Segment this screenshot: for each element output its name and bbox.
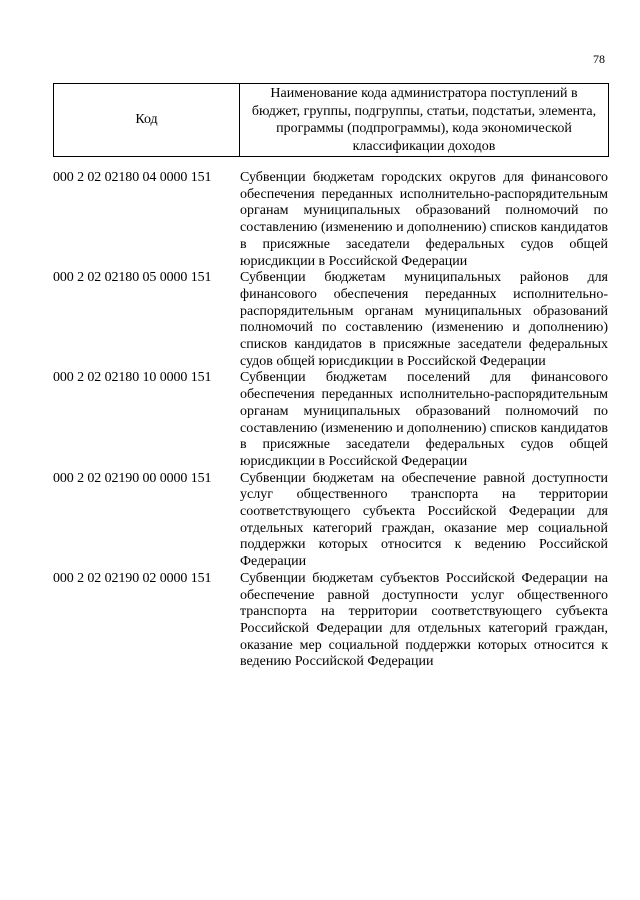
row-code: 000 2 02 02180 10 0000 151 bbox=[53, 370, 212, 386]
table-body bbox=[53, 170, 609, 671]
row-description: Субвенции бюджетам на обеспечение равной доступности услуг общественного транспорта на территории соответствующего субъекта Российской Федерации для отдельных категорий граждан, оказание мер социальной поддержки которых относится к ведению Российской Федерации bbox=[240, 470, 608, 570]
row-description: Субвенции бюджетам городских округов для финансового обеспечения переданных исполнительно-распорядительным органам муниципальных образований полномочий по составлению (изменению и дополнению) списков кандидатов в присяжные заседатели федеральных судов общей юрисдикции в Российской Федерации bbox=[240, 170, 608, 269]
row-code: 000 2 02 02180 05 0000 151 bbox=[53, 270, 212, 286]
table-row bbox=[53, 571, 609, 671]
row-description: Субвенции бюджетам муниципальных районов для финансового обеспечения переданных исполнительно-распорядительным органам муниципальных образований полномочий по составлению (изменению и дополнению) списков кандидатов в присяжные заседатели федеральных судов общей юрисдикции в Российской Федерации bbox=[240, 270, 608, 369]
table-row bbox=[53, 270, 609, 370]
table-row bbox=[53, 471, 609, 571]
header-name-cell: Наименование кода администратора поступлений в бюджет, группы, подгруппы, статьи, подстатьи, элемента, программы (подпрограммы), кода экономической классификации доходов bbox=[251, 86, 597, 154]
row-code: 000 2 02 02190 02 0000 151 bbox=[53, 570, 212, 586]
row-description: Субвенции бюджетам поселений для финансового обеспечения переданных исполнительно-распорядительным органам муниципальных образований полномочий по составлению (изменению и дополнению) списков кандидатов в присяжные заседатели федеральных судов общей юрисдикции в Российской Федерации bbox=[240, 370, 608, 469]
row-code: 000 2 02 02190 00 0000 151 bbox=[53, 470, 212, 486]
header-code-cell: Код bbox=[54, 84, 240, 156]
table-row bbox=[53, 370, 609, 470]
table-header bbox=[53, 83, 609, 157]
page-number: 78 bbox=[593, 52, 605, 66]
table-row bbox=[53, 170, 609, 270]
row-description: Субвенции бюджетам субъектов Российской Федерации на обеспечение равной доступности услуг общественного транспорта на территории соответствующего субъекта Российской Федерации для отдельных категорий граждан, оказание мер социальной поддержки которых относится к ведению Российской Федерации bbox=[240, 570, 608, 670]
row-code: 000 2 02 02180 04 0000 151 bbox=[53, 170, 212, 185]
